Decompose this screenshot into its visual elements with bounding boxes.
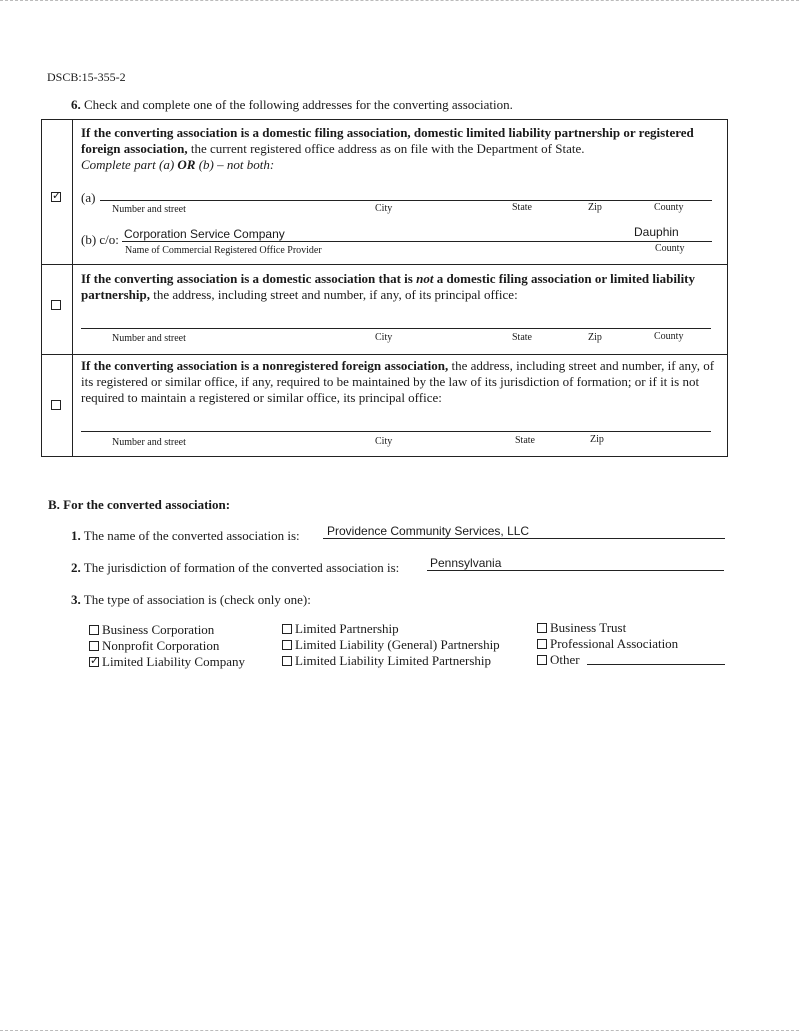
caption-county: County xyxy=(655,243,685,254)
caption-city: City xyxy=(375,436,393,447)
option-professional-association[interactable]: Professional Association xyxy=(537,636,678,652)
caption-street: Number and street xyxy=(112,333,186,344)
table-row-divider xyxy=(41,354,728,355)
question-b3: 3. The type of association is (check only one): xyxy=(71,592,311,607)
row3-text: the address, including street and number, if any, of its registered or similar office, if any, required to be maintained by the law of its jurisdiction of formation; or if it is not required to maintain a registered or similar office, its principal office: xyxy=(81,358,715,405)
name-line xyxy=(323,538,725,539)
part-b-county-value[interactable]: Dauphin xyxy=(634,225,679,239)
checkbox[interactable] xyxy=(282,656,292,666)
jurisdiction-line xyxy=(427,570,724,571)
row3-instructions xyxy=(81,358,721,406)
checkbox[interactable] xyxy=(537,655,547,665)
caption-street: Number and street xyxy=(112,204,186,215)
scan-edge-top xyxy=(0,0,799,3)
caption-provider: Name of Commercial Registered Office Provider xyxy=(125,245,322,256)
scan-edge-bottom xyxy=(0,1030,799,1032)
row1-bold-text: If the converting association is a domestic filing association, domestic limited liability partnership or registered foreign association, xyxy=(81,125,694,156)
registered-office-provider-value[interactable]: Corporation Service Company xyxy=(124,227,285,241)
section-b-heading: B. For the converted association: xyxy=(48,497,231,512)
checkbox[interactable] xyxy=(282,640,292,650)
caption-zip: Zip xyxy=(588,332,602,343)
jurisdiction-value[interactable]: Pennsylvania xyxy=(430,556,502,570)
caption-county: County xyxy=(654,202,684,213)
checkbox[interactable] xyxy=(537,623,547,633)
row1-instructions xyxy=(81,125,721,173)
row3-bold-text: If the converting association is a nonregistered foreign association, xyxy=(81,358,449,373)
question-6-number: 6. xyxy=(71,97,81,112)
caption-street: Number and street xyxy=(112,437,186,448)
row1-italic-text: Complete part (a) OR (b) – not both: xyxy=(81,157,275,172)
caption-zip: Zip xyxy=(588,202,602,213)
checkbox[interactable] xyxy=(282,624,292,634)
checkbox[interactable] xyxy=(537,639,547,649)
caption-city: City xyxy=(375,203,393,214)
row1-checkbox[interactable] xyxy=(51,192,61,202)
option-llgp[interactable]: Limited Liability (General) Partnership xyxy=(282,637,500,653)
question-b1: 1. The name of the converted association is: xyxy=(71,528,300,543)
row3-checkbox[interactable] xyxy=(51,400,61,410)
row2-address-line[interactable] xyxy=(81,328,711,329)
option-limited-partnership[interactable]: Limited Partnership xyxy=(282,621,399,637)
row3-address-line[interactable] xyxy=(81,431,711,432)
part-b-line xyxy=(122,241,712,242)
table-row-divider xyxy=(41,264,728,265)
part-b-label: (b) c/o: xyxy=(81,232,119,247)
other-specify-line[interactable] xyxy=(587,664,725,665)
option-lllp[interactable]: Limited Liability Limited Partnership xyxy=(282,653,491,669)
option-nonprofit-corporation[interactable]: Nonprofit Corporation xyxy=(89,638,219,654)
table-column-divider xyxy=(72,119,73,457)
option-business-corporation[interactable]: Business Corporation xyxy=(89,622,214,638)
row2-checkbox[interactable] xyxy=(51,300,61,310)
caption-city: City xyxy=(375,332,393,343)
question-6-text: Check and complete one of the following addresses for the converting association. xyxy=(84,97,513,112)
question-b2: 2. The jurisdiction of formation of the converted association is: xyxy=(71,560,400,575)
option-business-trust[interactable]: Business Trust xyxy=(537,620,626,636)
row2-bold-text: If the converting association is a domestic association that is not a domestic filing association or limited liability partnership, xyxy=(81,271,696,302)
caption-state: State xyxy=(512,202,532,213)
caption-state: State xyxy=(512,332,532,343)
row2-instructions xyxy=(81,271,721,303)
form-code: DSCB:15-355-2 xyxy=(47,70,126,84)
checkbox[interactable] xyxy=(89,625,99,635)
checkbox-checked[interactable] xyxy=(89,657,99,667)
checkbox[interactable] xyxy=(89,641,99,651)
caption-county: County xyxy=(654,331,684,342)
converted-association-name-value[interactable]: Providence Community Services, LLC xyxy=(327,524,530,538)
question-6 xyxy=(71,97,513,113)
option-other[interactable]: Other xyxy=(537,652,580,668)
row1-text: the current registered office address as on file with the Department of State. xyxy=(187,141,585,156)
option-limited-liability-company[interactable]: ✓ Limited Liability Company xyxy=(89,654,245,670)
part-a-label: (a) xyxy=(81,190,96,205)
part-a-address-line[interactable] xyxy=(100,200,712,201)
caption-state: State xyxy=(515,435,535,446)
caption-zip: Zip xyxy=(590,434,604,445)
row2-text: the address, including street and number, if any, of its principal office: xyxy=(149,287,518,302)
